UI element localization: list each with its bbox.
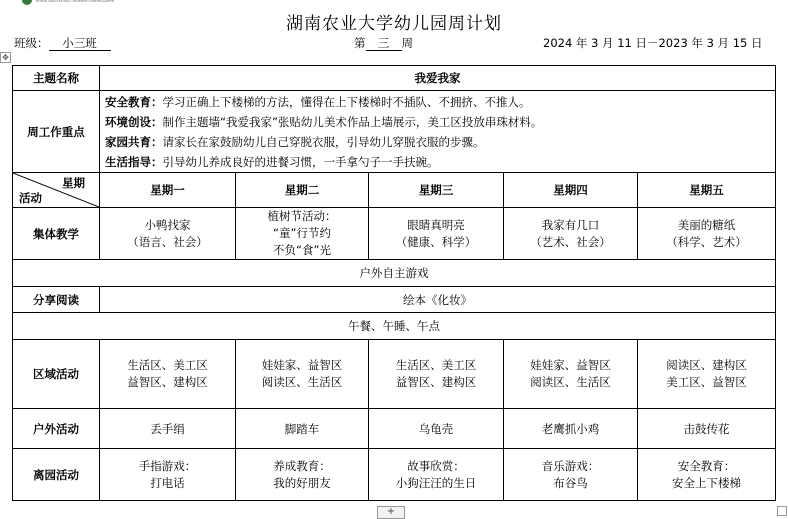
week-suffix: 周 (401, 36, 413, 50)
week-info (354, 35, 413, 51)
week-prefix: 第 (354, 36, 366, 50)
day-header: 星期四 (504, 173, 638, 208)
add-row-plus-icon[interactable]: + (377, 506, 405, 519)
logo-text: HUNAN AGRICULTURAL UNIVERSITY KINDERGARTEN (36, 0, 114, 3)
logo-emblem (22, 0, 32, 5)
outdoor-cell: 老鹰抓小鸡 (504, 409, 638, 449)
class-info (14, 35, 111, 51)
area-row (13, 340, 776, 409)
outdoor-cell: 脚踏车 (236, 409, 369, 449)
class-label: 班级： (14, 36, 49, 50)
area-cell: 娃娃家、益智区 阅读区、生活区 (236, 340, 369, 409)
corner-top-label: 星期 (62, 176, 85, 190)
group-teaching-row (13, 208, 776, 260)
group-teaching-cell: 眼睛真明亮 （健康、科学） (369, 208, 504, 260)
reading-label: 分享阅读 (13, 287, 100, 313)
table-move-handle-icon[interactable]: ✥ (0, 52, 11, 63)
leave-cell: 安全教育： 安全上下楼梯 (638, 449, 776, 501)
theme-row (13, 66, 776, 91)
day-header: 星期三 (369, 173, 504, 208)
day-header: 星期一 (100, 173, 236, 208)
reading-row (13, 287, 776, 313)
meals-row (13, 313, 776, 340)
focus-row (13, 91, 776, 173)
meals-nap: 午餐、午睡、午点 (13, 313, 776, 340)
area-cell: 阅读区、建构区 美工区、益智区 (638, 340, 776, 409)
group-teaching-cell: 美丽的糖纸 （科学、艺术） (638, 208, 776, 260)
group-teaching-cell: 小鸭找家 （语言、社会） (100, 208, 236, 260)
day-header: 星期二 (236, 173, 369, 208)
leave-cell: 手指游戏： 打电话 (100, 449, 236, 501)
table-resize-handle-icon[interactable] (777, 506, 787, 516)
focus-item: 生活指导：引导幼儿养成良好的进餐习惯，一手拿勺子一手扶碗。 (105, 154, 439, 169)
page-title: 湖南农业大学幼儿园周计划 (286, 14, 502, 34)
outdoor-cell: 丢手绢 (100, 409, 236, 449)
focus-item: 家园共育：请家长在家鼓励幼儿自己穿脱衣服，引导幼儿穿脱衣服的步骤。 (105, 134, 485, 149)
theme-value: 我爱我家 (100, 66, 776, 91)
reading-value: 绘本《化妆》 (100, 287, 776, 313)
area-cell: 生活区、美工区 益智区、建构区 (100, 340, 236, 409)
leave-cell: 音乐游戏： 布谷鸟 (504, 449, 638, 501)
group-teaching-cell: 植树节活动： “童”行节约 不负“食”光 (236, 208, 369, 260)
leave-label: 离园活动 (13, 449, 100, 501)
outdoor-cell: 乌龟壳 (369, 409, 504, 449)
leave-cell: 养成教育： 我的好朋友 (236, 449, 369, 501)
weekly-plan-table (12, 65, 776, 501)
days-header-row (13, 173, 776, 208)
corner-header-cell (13, 173, 100, 208)
outdoor-free-play: 户外自主游戏 (13, 260, 776, 287)
outdoor-row (13, 409, 776, 449)
area-label: 区域活动 (13, 340, 100, 409)
area-cell: 生活区、美工区 益智区、建构区 (369, 340, 504, 409)
week-value: 三 (366, 37, 402, 51)
outdoor-free-row (13, 260, 776, 287)
corner-bottom-label: 活动 (19, 191, 42, 205)
date-range: 2024 年 3 月 11 日－2023 年 3 月 15 日 (543, 36, 763, 50)
outdoor-cell: 击鼓传花 (638, 409, 776, 449)
leave-row (13, 449, 776, 501)
focus-content (100, 91, 776, 173)
day-header: 星期五 (638, 173, 776, 208)
leave-cell: 故事欣赏： 小狗汪汪的生日 (369, 449, 504, 501)
group-teaching-label: 集体教学 (13, 208, 100, 260)
class-value: 小三班 (49, 37, 111, 51)
outdoor-label: 户外活动 (13, 409, 100, 449)
area-cell: 娃娃家、益智区 阅读区、生活区 (504, 340, 638, 409)
focus-item: 环境创设：制作主题墙“我爱我家”张贴幼儿美术作品上墙展示，美工区投放串珠材料。 (105, 114, 543, 129)
group-teaching-cell: 我家有几口 （艺术、社会） (504, 208, 638, 260)
focus-label: 周工作重点 (13, 91, 100, 173)
focus-item: 安全教育：学习正确上下楼梯的方法，懂得在上下楼梯时不插队、不拥挤、不推人。 (105, 94, 531, 109)
theme-label: 主题名称 (13, 66, 100, 91)
university-logo (22, 0, 118, 6)
